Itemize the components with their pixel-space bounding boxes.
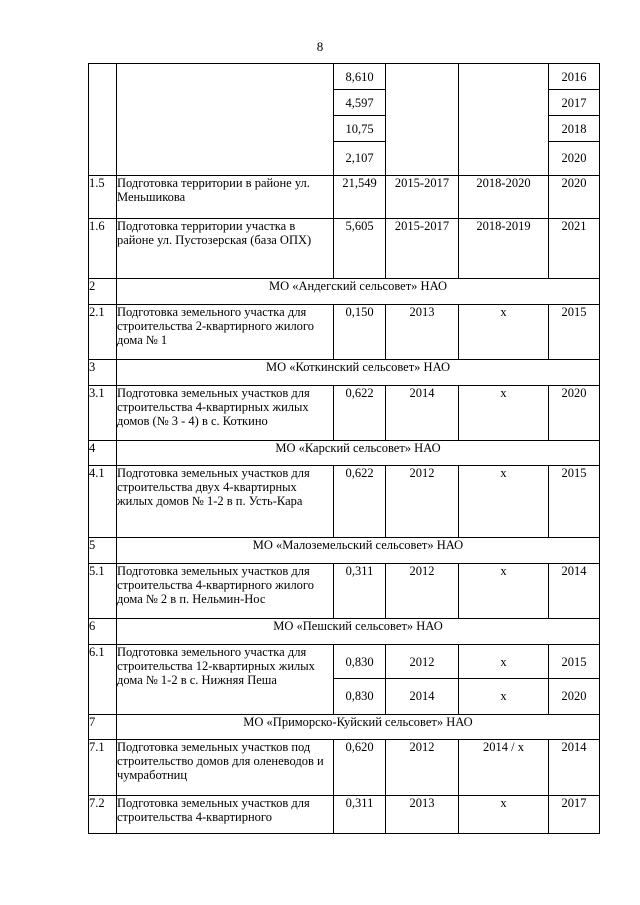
row-number: 3.1 xyxy=(89,386,117,441)
row-name: Подготовка земельных участков под строительство домов для оленеводов и чумработниц xyxy=(117,740,334,796)
row-build-years: х xyxy=(459,564,549,619)
row-design-years: 2012 xyxy=(386,466,459,538)
build-cell-stack xyxy=(459,645,549,715)
section-title: МО «Андегский сельсовет» НАО xyxy=(117,279,600,305)
row-number: 2.1 xyxy=(89,305,117,360)
section-number: 6 xyxy=(89,619,117,645)
table-row xyxy=(89,466,600,538)
row-name: Подготовка территории в районе ул. Меньшикова xyxy=(117,176,334,219)
section-number: 4 xyxy=(89,441,117,466)
row-build-years: х xyxy=(459,796,549,834)
row-name: Подготовка земельных участков для строительства 4-квартирных жилых домов (№ 3 - 4) в с. Коткино xyxy=(117,386,334,441)
build-cell: х xyxy=(500,689,507,703)
design-cell: 2012 xyxy=(386,645,458,679)
row-year: 2015 xyxy=(549,466,600,538)
year-cell: 2018 xyxy=(549,116,599,142)
row-build-years: 2014 / х xyxy=(459,740,549,796)
row-name: Подготовка земельных участков для строительства 4-квартирного xyxy=(117,796,334,834)
table-row xyxy=(89,386,600,441)
row-build-years: х xyxy=(459,466,549,538)
table-row xyxy=(89,305,600,360)
row-name: Подготовка территории участка в районе ул. Пустозерская (база ОПХ) xyxy=(117,219,334,279)
table-row xyxy=(89,219,600,279)
area-cell-stack xyxy=(334,64,386,176)
year-cell: 2016 xyxy=(549,64,599,90)
section-header-row xyxy=(89,441,600,466)
year-cell-stack xyxy=(549,64,600,176)
row-design-years: 2012 xyxy=(386,564,459,619)
row-year: 2021 xyxy=(549,219,600,279)
row-number: 1.5 xyxy=(89,176,117,219)
row-build-years: х xyxy=(459,386,549,441)
section-number: 5 xyxy=(89,538,117,564)
row-name: Подготовка земельного участка для строительства 12-квартирных жилых дома № 1-2 в с. Нижняя Пеша xyxy=(117,645,334,715)
row-build-years: 2018-2019 xyxy=(459,219,549,279)
section-header-row xyxy=(89,279,600,305)
row-number: 6.1 xyxy=(89,645,117,715)
row-name: Подготовка земельного участка для строительства 2-квартирного жилого дома № 1 xyxy=(117,305,334,360)
table-row xyxy=(89,645,600,715)
table-row xyxy=(89,564,600,619)
area-cell-stack xyxy=(334,645,386,715)
row-design-years: 2014 xyxy=(386,386,459,441)
section-number: 3 xyxy=(89,360,117,386)
row-build-years: х xyxy=(459,305,549,360)
row-area: 5,605 xyxy=(334,219,386,279)
section-header-row xyxy=(89,360,600,386)
row-design-years: 2015-2017 xyxy=(386,176,459,219)
year-cell-stack xyxy=(549,645,600,715)
area-cell: 0,830 xyxy=(345,689,374,703)
row-number: 7.2 xyxy=(89,796,117,834)
row-design-years: 2015-2017 xyxy=(386,219,459,279)
section-title: МО «Малоземельский сельсовет» НАО xyxy=(117,538,600,564)
area-cell: 2,107 xyxy=(345,151,374,165)
row-year: 2014 xyxy=(549,564,600,619)
table-row xyxy=(89,176,600,219)
row-name: Подготовка земельных участков для строительства двух 4-квартирных жилых домов № 1-2 в п. Усть-Кара xyxy=(117,466,334,538)
row-year: 2020 xyxy=(549,386,600,441)
row-area: 0,150 xyxy=(334,305,386,360)
row-design-years: 2013 xyxy=(386,796,459,834)
row-area: 21,549 xyxy=(334,176,386,219)
page-number: 8 xyxy=(316,39,324,54)
area-cell: 0,830 xyxy=(334,645,385,679)
row-year: 2014 xyxy=(549,740,600,796)
row-number: 1.6 xyxy=(89,219,117,279)
section-header-row xyxy=(89,715,600,740)
area-cell: 4,597 xyxy=(334,90,385,116)
year-cell: 2015 xyxy=(549,645,599,679)
section-header-row xyxy=(89,619,600,645)
row-name: Подготовка земельных участков для строительства 4-квартирного жилого дома № 2 в п. Нельмин-Нос xyxy=(117,564,334,619)
year-cell: 2017 xyxy=(549,90,599,116)
table-row xyxy=(89,796,600,834)
build-cell: х xyxy=(459,645,548,679)
row-area: 0,622 xyxy=(334,466,386,538)
area-cell: 10,75 xyxy=(334,116,385,142)
table-row-continuation xyxy=(89,64,600,176)
section-number: 7 xyxy=(89,715,117,740)
design-cell: 2014 xyxy=(409,689,435,703)
row-year: 2015 xyxy=(549,305,600,360)
section-title: МО «Приморско-Куйский сельсовет» НАО xyxy=(117,715,600,740)
row-area: 0,311 xyxy=(334,564,386,619)
section-header-row xyxy=(89,538,600,564)
land-plots-table xyxy=(88,63,600,834)
row-design-years: 2013 xyxy=(386,305,459,360)
table-row xyxy=(89,740,600,796)
section-title: МО «Карский сельсовет» НАО xyxy=(117,441,600,466)
row-area: 0,620 xyxy=(334,740,386,796)
row-build-years: 2018-2020 xyxy=(459,176,549,219)
area-cell: 8,610 xyxy=(334,64,385,90)
design-cell-stack xyxy=(386,645,459,715)
year-cell: 2020 xyxy=(561,151,587,165)
row-year: 2020 xyxy=(549,176,600,219)
section-title: МО «Коткинский сельсовет» НАО xyxy=(117,360,600,386)
row-year: 2017 xyxy=(549,796,600,834)
year-cell: 2020 xyxy=(561,689,587,703)
row-design-years: 2012 xyxy=(386,740,459,796)
row-area: 0,311 xyxy=(334,796,386,834)
row-number: 4.1 xyxy=(89,466,117,538)
row-number: 7.1 xyxy=(89,740,117,796)
row-area: 0,622 xyxy=(334,386,386,441)
section-number: 2 xyxy=(89,279,117,305)
row-number: 5.1 xyxy=(89,564,117,619)
section-title: МО «Пешский сельсовет» НАО xyxy=(117,619,600,645)
